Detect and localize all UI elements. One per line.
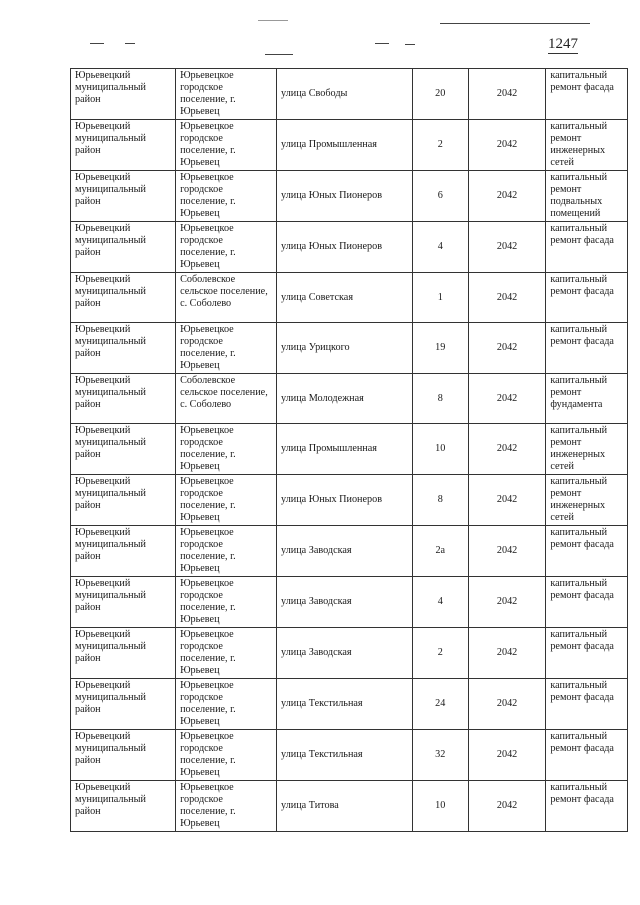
work-type-cell: капитальный ремонт фасада	[546, 781, 628, 832]
house-number-cell: 10	[412, 781, 468, 832]
table-row	[71, 171, 628, 222]
scan-artifact-line	[440, 23, 590, 24]
table-row	[71, 679, 628, 730]
table-row	[71, 424, 628, 475]
table-row	[71, 69, 628, 120]
house-number-cell: 10	[412, 424, 468, 475]
settlement-cell: Юрьевецкое городское поселение, г. Юрьевец	[176, 120, 277, 171]
district-cell: Юрьевецкий муниципальный район	[71, 171, 176, 222]
street-cell: улица Молодежная	[277, 374, 413, 424]
work-type-cell: капитальный ремонт фасада	[546, 273, 628, 323]
table-row	[71, 781, 628, 832]
street-cell: улица Промышленная	[277, 120, 413, 171]
year-cell: 2042	[468, 679, 546, 730]
district-cell: Юрьевецкий муниципальный район	[71, 679, 176, 730]
year-cell: 2042	[468, 424, 546, 475]
district-cell: Юрьевецкий муниципальный район	[71, 273, 176, 323]
scan-artifact-line	[258, 20, 288, 21]
district-cell: Юрьевецкий муниципальный район	[71, 424, 176, 475]
settlement-cell: Соболевское сельское поселение, с. Соболево	[176, 273, 277, 323]
house-number-cell: 2а	[412, 526, 468, 577]
year-cell: 2042	[468, 781, 546, 832]
scan-artifact-line	[90, 43, 104, 44]
settlement-cell: Юрьевецкое городское поселение, г. Юрьевец	[176, 577, 277, 628]
year-cell: 2042	[468, 273, 546, 323]
settlement-cell: Юрьевецкое городское поселение, г. Юрьевец	[176, 628, 277, 679]
settlement-cell: Юрьевецкое городское поселение, г. Юрьевец	[176, 526, 277, 577]
street-cell: улица Урицкого	[277, 323, 413, 374]
work-type-cell: капитальный ремонт фасада	[546, 730, 628, 781]
house-number-cell: 4	[412, 577, 468, 628]
district-cell: Юрьевецкий муниципальный район	[71, 628, 176, 679]
settlement-cell: Соболевское сельское поселение, с. Соболево	[176, 374, 277, 424]
table-row	[71, 374, 628, 424]
settlement-cell: Юрьевецкое городское поселение, г. Юрьевец	[176, 475, 277, 526]
house-number-cell: 19	[412, 323, 468, 374]
table-row	[71, 120, 628, 171]
settlement-cell: Юрьевецкое городское поселение, г. Юрьевец	[176, 679, 277, 730]
street-cell: улица Юных Пионеров	[277, 222, 413, 273]
house-number-cell: 24	[412, 679, 468, 730]
table-row	[71, 526, 628, 577]
year-cell: 2042	[468, 374, 546, 424]
street-cell: улица Текстильная	[277, 730, 413, 781]
work-type-cell: капитальный ремонт фундамента	[546, 374, 628, 424]
year-cell: 2042	[468, 120, 546, 171]
page-number: 1247	[548, 36, 578, 52]
year-cell: 2042	[468, 577, 546, 628]
work-type-cell: капитальный ремонт фасада	[546, 526, 628, 577]
district-cell: Юрьевецкий муниципальный район	[71, 222, 176, 273]
settlement-cell: Юрьевецкое городское поселение, г. Юрьевец	[176, 730, 277, 781]
work-type-cell: капитальный ремонт фасада	[546, 323, 628, 374]
house-number-cell: 2	[412, 628, 468, 679]
house-number-cell: 32	[412, 730, 468, 781]
district-cell: Юрьевецкий муниципальный район	[71, 475, 176, 526]
street-cell: улица Свободы	[277, 69, 413, 120]
house-number-cell: 8	[412, 374, 468, 424]
settlement-cell: Юрьевецкое городское поселение, г. Юрьевец	[176, 222, 277, 273]
settlement-cell: Юрьевецкое городское поселение, г. Юрьевец	[176, 171, 277, 222]
year-cell: 2042	[468, 526, 546, 577]
table-row	[71, 628, 628, 679]
district-cell: Юрьевецкий муниципальный район	[71, 730, 176, 781]
house-number-cell: 2	[412, 120, 468, 171]
table-row	[71, 577, 628, 628]
work-type-cell: капитальный ремонт фасада	[546, 679, 628, 730]
work-type-cell: капитальный ремонт инженерных сетей	[546, 475, 628, 526]
work-type-cell: капитальный ремонт подвальных помещений	[546, 171, 628, 222]
work-type-cell: капитальный ремонт инженерных сетей	[546, 424, 628, 475]
scan-artifact-line	[375, 43, 389, 44]
work-type-cell: капитальный ремонт инженерных сетей	[546, 120, 628, 171]
district-cell: Юрьевецкий муниципальный район	[71, 374, 176, 424]
year-cell: 2042	[468, 475, 546, 526]
table-row	[71, 323, 628, 374]
table-body	[71, 69, 628, 832]
street-cell: улица Юных Пионеров	[277, 475, 413, 526]
year-cell: 2042	[468, 628, 546, 679]
street-cell: улица Юных Пионеров	[277, 171, 413, 222]
work-type-cell: капитальный ремонт фасада	[546, 222, 628, 273]
work-type-cell: капитальный ремонт фасада	[546, 628, 628, 679]
house-number-cell: 1	[412, 273, 468, 323]
table-row	[71, 273, 628, 323]
settlement-cell: Юрьевецкое городское поселение, г. Юрьевец	[176, 424, 277, 475]
street-cell: улица Заводская	[277, 628, 413, 679]
street-cell: улица Текстильная	[277, 679, 413, 730]
district-cell: Юрьевецкий муниципальный район	[71, 120, 176, 171]
scan-artifact-line	[405, 44, 415, 45]
year-cell: 2042	[468, 730, 546, 781]
settlement-cell: Юрьевецкое городское поселение, г. Юрьевец	[176, 69, 277, 120]
house-number-cell: 20	[412, 69, 468, 120]
district-cell: Юрьевецкий муниципальный район	[71, 526, 176, 577]
year-cell: 2042	[468, 69, 546, 120]
district-cell: Юрьевецкий муниципальный район	[71, 781, 176, 832]
district-cell: Юрьевецкий муниципальный район	[71, 577, 176, 628]
district-cell: Юрьевецкий муниципальный район	[71, 69, 176, 120]
work-type-cell: капитальный ремонт фасада	[546, 577, 628, 628]
street-cell: улица Заводская	[277, 526, 413, 577]
district-cell: Юрьевецкий муниципальный район	[71, 323, 176, 374]
year-cell: 2042	[468, 222, 546, 273]
work-type-cell: капитальный ремонт фасада	[546, 69, 628, 120]
house-number-cell: 4	[412, 222, 468, 273]
housing-repair-table	[70, 68, 628, 832]
house-number-cell: 6	[412, 171, 468, 222]
scan-artifact-line	[265, 54, 293, 55]
house-number-cell: 8	[412, 475, 468, 526]
scan-artifact-line	[125, 43, 135, 44]
year-cell: 2042	[468, 171, 546, 222]
street-cell: улица Титова	[277, 781, 413, 832]
table-row	[71, 222, 628, 273]
street-cell: улица Заводская	[277, 577, 413, 628]
street-cell: улица Промышленная	[277, 424, 413, 475]
table-row	[71, 730, 628, 781]
settlement-cell: Юрьевецкое городское поселение, г. Юрьевец	[176, 323, 277, 374]
street-cell: улица Советская	[277, 273, 413, 323]
year-cell: 2042	[468, 323, 546, 374]
settlement-cell: Юрьевецкое городское поселение, г. Юрьевец	[176, 781, 277, 832]
table-row	[71, 475, 628, 526]
